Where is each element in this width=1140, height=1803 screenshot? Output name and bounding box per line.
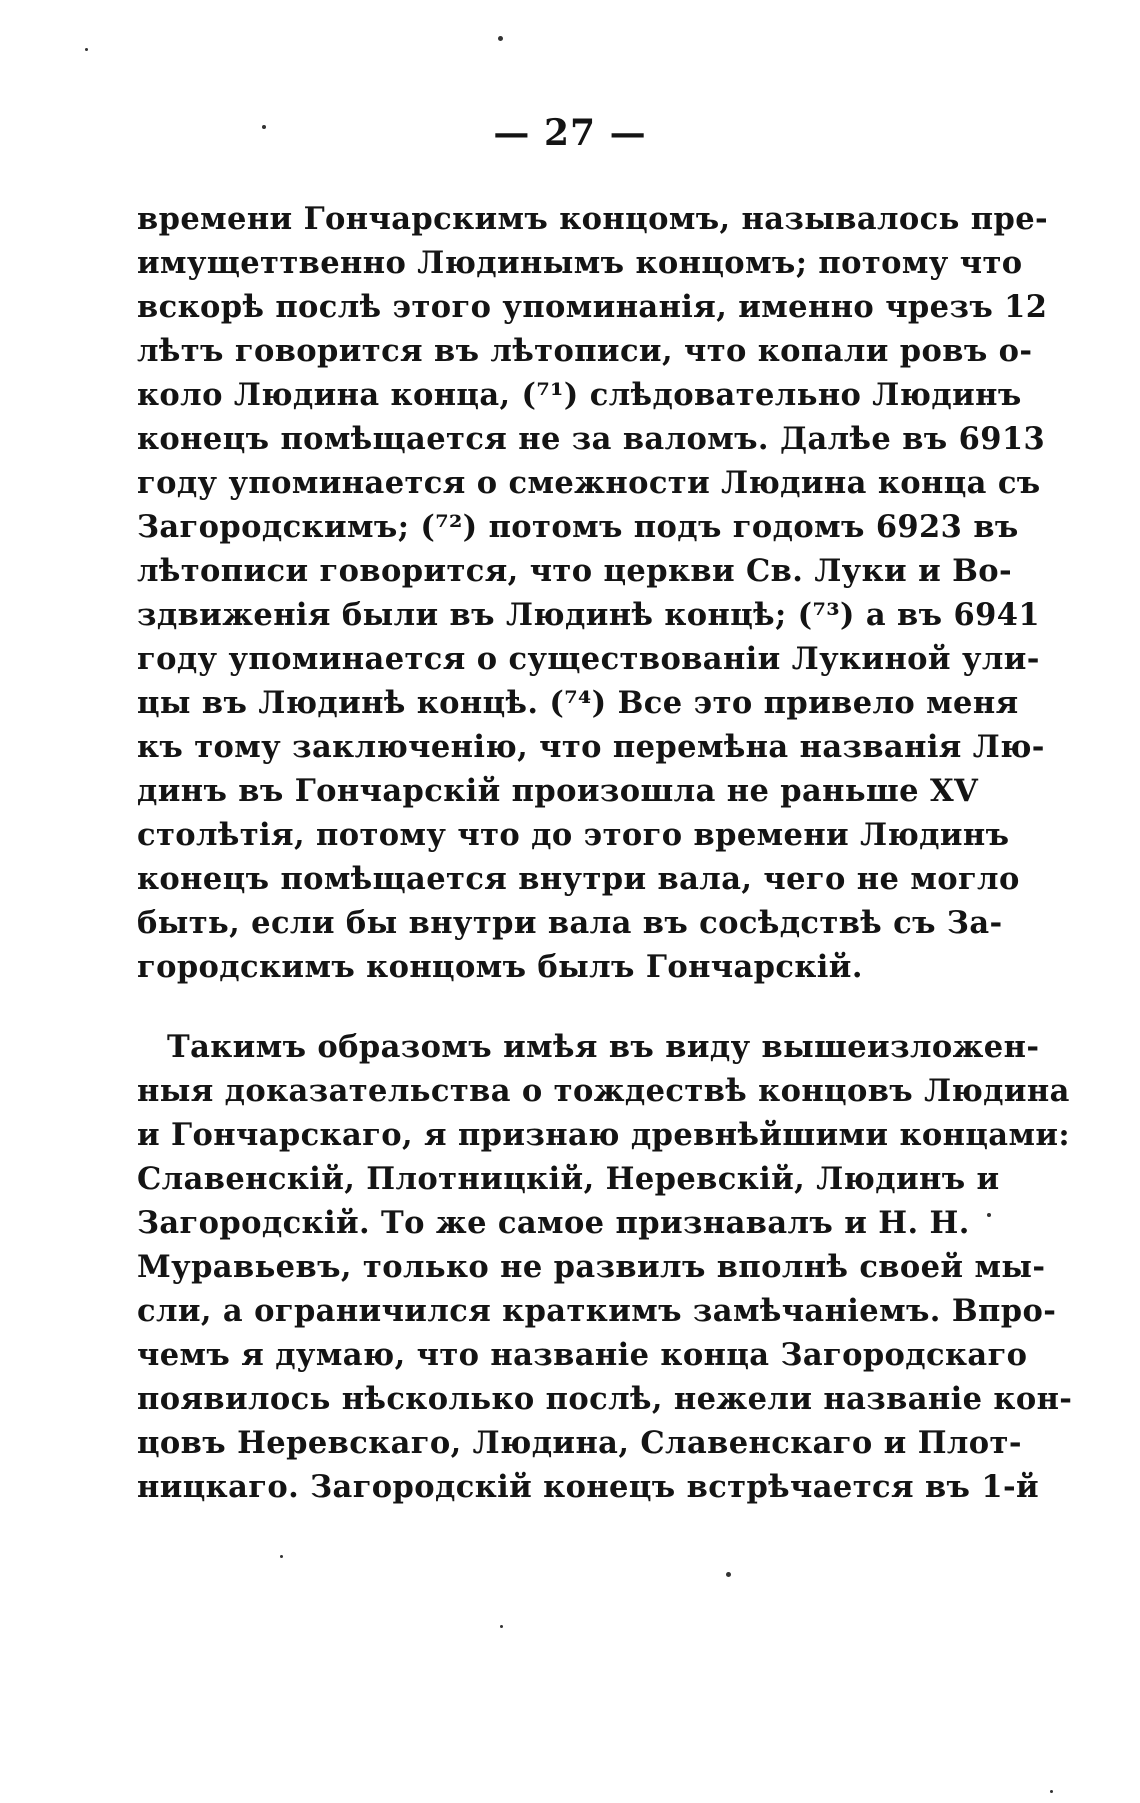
text-line: столѣтія, потому что до этого времени Людинъ xyxy=(137,817,1010,853)
text-line: конецъ помѣщается внутри вала, чего не могло xyxy=(137,861,1020,897)
text-line: здвиженія были въ Людинѣ концѣ; (⁷³) а въ 6941 xyxy=(137,597,1040,633)
page-number-header: — 27 — xyxy=(493,112,647,154)
text-line: Загородскій. То же самое признавалъ и Н. Н. xyxy=(137,1205,970,1241)
scan-speck xyxy=(987,1213,991,1217)
text-line: къ тому заключенію, что перемѣна названія Лю- xyxy=(137,729,1045,765)
text-line: времени Гончарскимъ концомъ, называлось пре- xyxy=(137,201,1049,237)
text-line: Славенскій, Плотницкій, Неревскій, Людинъ и xyxy=(137,1161,1000,1197)
text-line: году упоминается о смежности Людина конца съ xyxy=(137,465,1041,501)
text-line: ныя доказательства о тождествѣ концовъ Людина xyxy=(137,1073,1070,1109)
text-line: и Гончарскаго, я признаю древнѣйшими концами: xyxy=(137,1117,1071,1153)
text-line: сли, а ограничился краткимъ замѣчаніемъ. Впро- xyxy=(137,1293,1057,1329)
text-line: Муравьевъ, только не развилъ вполнѣ своей мы- xyxy=(137,1249,1046,1285)
text-line: чемъ я думаю, что названіе конца Загородскаго xyxy=(137,1337,1028,1373)
scan-speck xyxy=(280,1555,283,1558)
paragraph-2 xyxy=(137,1025,1073,1509)
text-line: появилось нѣсколько послѣ, нежели названіе кон- xyxy=(137,1381,1073,1417)
paragraph-1 xyxy=(137,197,1049,989)
text-line: городскимъ концомъ былъ Гончарскій. xyxy=(137,949,863,985)
text-line: быть, если бы внутри вала въ сосѣдствѣ съ За- xyxy=(137,905,1003,941)
text-line: имущеттвенно Людинымъ концомъ; потому что xyxy=(137,245,1023,281)
text-line: Такимъ образомъ имѣя въ виду вышеизложен- xyxy=(167,1029,1040,1065)
text-line: коло Людина конца, (⁷¹) слѣдовательно Людинъ xyxy=(137,377,1022,413)
text-line: лѣтъ говорится въ лѣтописи, что копали ровъ о- xyxy=(137,333,1033,369)
text-line: ницкаго. Загородскій конецъ встрѣчается въ 1-й xyxy=(137,1469,1040,1505)
text-line: динъ въ Гончарскій произошла не раньше XV xyxy=(137,773,979,809)
text-line: цовъ Неревскаго, Людина, Славенскаго и Плот- xyxy=(137,1425,1022,1461)
scan-speck xyxy=(500,1625,503,1628)
text-line: вскорѣ послѣ этого упоминанія, именно чрезъ 12 xyxy=(137,289,1048,325)
text-line: Загородскимъ; (⁷²) потомъ подъ годомъ 6923 въ xyxy=(137,509,1019,545)
text-line: конецъ помѣщается не за валомъ. Далѣе въ 6913 xyxy=(137,421,1046,457)
scan-speck xyxy=(85,48,88,51)
text-line: цы въ Людинѣ концѣ. (⁷⁴) Все это привело меня xyxy=(137,685,1019,721)
scan-speck xyxy=(726,1572,731,1577)
text-line: году упоминается о существованіи Лукиной ули- xyxy=(137,641,1040,677)
scan-speck xyxy=(262,125,266,129)
text-line: лѣтописи говорится, что церкви Св. Луки и Во- xyxy=(137,553,1013,589)
scan-speck xyxy=(498,36,503,41)
scan-speck xyxy=(1050,1790,1053,1793)
